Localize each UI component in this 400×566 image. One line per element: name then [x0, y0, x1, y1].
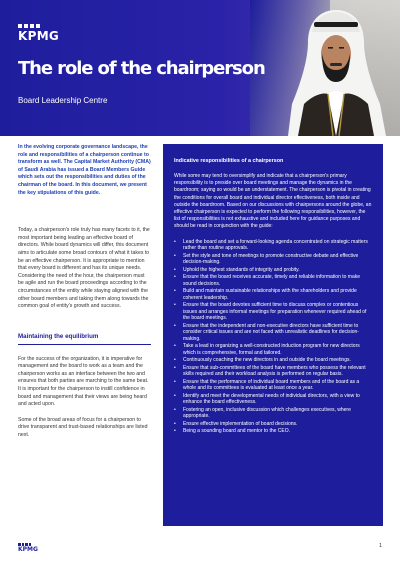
list-item: • Ensure that the independent and non-executive directors have sufficient time to consider critical issues and are not faced with unrealistic deadlines for decision-making. [174, 323, 372, 343]
list-item: • Ensure that sub-committees of the board have members who possess the relevant skills required and their workload analysis is performed on regular basis. [174, 365, 372, 378]
list-item: • Being a sounding board and mentor to the CEO. [174, 428, 372, 435]
body-paragraph-2: For the success of the organization, it is imperative for management and the board to work as a team and the chairperson works as an interface between the two and ensures that both parties are marching to the same beat. It is important for the chairperson to instill confidence in board and management that their views are being heard and acted upon. [18, 355, 149, 408]
list-item: • Build and maintain sustainable relationships with the shareholders and provide coherent leadership. [174, 288, 372, 301]
list-item: • Set the style and tone of meetings to promote constructive debate and effective decision-making. [174, 253, 372, 266]
logo-wordmark: KPMG [18, 29, 60, 43]
left-column [18, 144, 151, 440]
portrait-image [278, 0, 396, 136]
box-intro-paragraph: While some may tend to oversimplify and indicate that a chairperson's primary responsibility is to preside over board meetings and manage the dynamics in the boardroom; saying so would be an understatement. The chairperson is pivotal in creating the conditions for overall board and individual director effectiveness, both inside and outside the boardroom. Based on our discussions with chairpersons around the globe, an effective chairperson is expected to perform the following responsibilities, however, the list of responsibilities is not exhaustive and included here for guidance purposes and should be read in conjunction with the guide: [174, 173, 372, 230]
body-paragraph-1: Today, a chairperson's role truly has many facets to it, the most important being leading an effective board of directors. While board dynamics will differ, this document aims to articulate some broad contours of what it takes to be an effective chairperson. It is appropriate to mention that every board is different and has its unique needs. Considering the need of the hour, the chairperson must be agile and run the board proceedings according to the circumstances of the entity while staying aligned with the other board members and taking them along towards the common goal of entity's growth and success. [18, 227, 150, 310]
page-number: 1 [378, 543, 382, 549]
list-item: • Fostering an open, inclusive discussion which challenges executives, where appropriate. [174, 407, 372, 420]
footer-logo-wordmark: KPMG [18, 545, 38, 553]
list-item: • Ensure that the board devotes sufficient time to discuss complex or contentious issues and arranges informal meetings for preparation whenever required ahead of the board meetings. [174, 302, 372, 322]
list-item: • Identify and meet the developmental needs of individual directors, with a view to enhance the board effectiveness. [174, 393, 372, 406]
section-heading: Maintaining the equilibrium [18, 333, 151, 345]
box-heading: Indicative responsibilities of a chairperson [174, 158, 284, 164]
list-item: • Ensure effective implementation of board decisions. [174, 421, 372, 428]
kpmg-logo[interactable] [18, 24, 59, 42]
list-item: • Continuously coaching the new directors in and outside the board meetings. [174, 357, 372, 364]
intro-paragraph: In the evolving corporate governance landscape, the role and responsibilities of a chairperson continue to transform as well. The Capital Market Authority (CMA) of Saudi Arabia has issued a Board Members Guide which sets out the responsibilities and duties of the chairman of the board. In this document, we present the key stipulations of this guide. [18, 144, 151, 196]
body-paragraph-3: Some of the broad areas of focus for a chairperson to drive transparent and trust-based relationships are listed next. [18, 416, 148, 439]
list-item: • Take a lead in organizing a well-constructed induction program for new directors which is comprehensive, formal and tailored. [174, 343, 372, 356]
responsibilities-list [174, 239, 372, 435]
hero-banner [0, 0, 400, 136]
footer-kpmg-logo[interactable] [18, 543, 38, 553]
responsibilities-box [163, 144, 383, 526]
list-item: • Lead the board and set a forward-looking agenda concentrated on strategic matters rather than routine approvals. [174, 239, 372, 252]
list-item: • Uphold the highest standards of integrity and probity. [174, 267, 372, 274]
page-subtitle: Board Leadership Centre [18, 96, 108, 105]
list-item: • Ensure that the board receives accurate, timely and reliable information to make sound decisions. [174, 274, 372, 287]
list-item: • Ensure that the performance of individual board members and of the board as a whole and its committees is evaluated at least once a year. [174, 379, 372, 392]
page-title: The role of the chairperson [18, 58, 265, 79]
logo-squares-icon [18, 24, 59, 28]
